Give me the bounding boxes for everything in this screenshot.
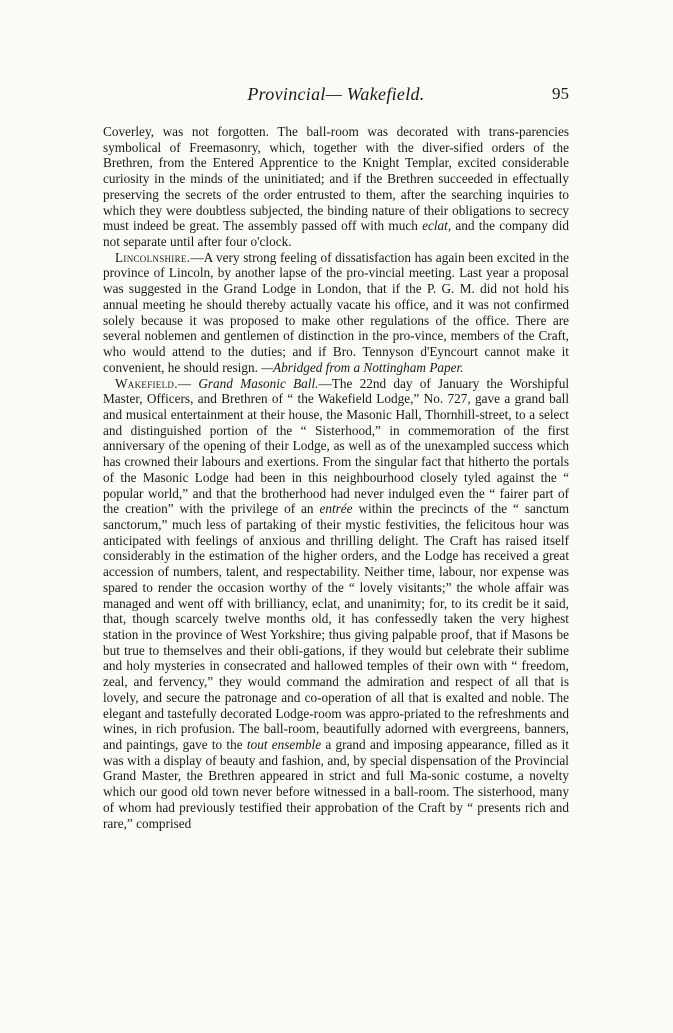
source-attribution: —Abridged from a Nottingham Paper. — [261, 359, 464, 375]
section-heading-lincolnshire: Lincolnshire. — [115, 249, 191, 265]
section-heading-wakefield: Wakefield. — [115, 375, 178, 391]
paragraph-coverley — [103, 124, 569, 250]
text-run: —A very strong feeling of dissatisfaction has again been excited in the province of Lincoln, by another lapse of the pro-vincial meeting. Last year a proposal was suggested in the Grand Lodge in London, that if the P. G. M. did not hold his annual meeting he should thereby actually vacate his office, and it was not confirmed solely because it was proposed to make other regulations of the office. There are several noblemen and gentlemen of distinction in the pro-vince, members of the Craft, who would attend to the duties; and if Bro. Tennyson d'Eyncourt cannot make it convenient, he should resign. — [103, 249, 569, 375]
italic-run: entrée — [319, 501, 353, 517]
page-number: 95 — [552, 84, 569, 103]
text-run: —The 22nd day of January the Worshipful Master, Officers, and Brethren of “ the Wakefield Lodge,” No. 727, gave a grand ball and musical entertainment at their house, the Masonic Hall, Thornhill-street, to a select and distinguished portion of the “ Sisterhood,” in commemoration of the first anniversary of the opening of their Lodge, as well as of the unexampled success which has crowned their labours and exertions. From the singular fact that hitherto the portals of the Masonic Lodge had been in this neighbourhood closely tyled against the “ popular world,” and that the brotherhood had never indulged even the “ fairer part of the creation” with the privilege of an — [103, 375, 570, 517]
page-header — [103, 84, 569, 114]
text-run: a grand and imposing appearance, filled as it was with a display of beauty and fashion, and, by special dispensation of the Provincial Grand Master, the Brethren appeared in strict and full Ma-sonic costume, a novelty which our good old town never before witnessed in a ball-room. The sisterhood, many of whom had previously testified their approbation of the Craft by “ presents rich and rare,” comprised — [103, 737, 569, 831]
italic-run: eclat, — [422, 218, 452, 234]
running-title: Provincial— Wakefield. — [247, 84, 425, 104]
book-page — [103, 84, 569, 831]
text-run: and the company did not separate until after four o'clock. — [103, 218, 569, 250]
italic-run: tout ensemble — [246, 737, 322, 753]
text-run: — — [177, 375, 199, 391]
paragraph-lincolnshire — [103, 250, 569, 376]
text-run: Coverley, was not forgotten. The ball-room was decorated with trans-parencies symbolical of Freemasonry, which, together with the diver-sified orders of the Brethren, from the Entered Apprentice to the Knight Templar, excited considerable curiosity in the minds of the uninitiated; and if the Brethren succeeded in effectually preserving the secrets of the order entrusted to them, after the searching inquiries to which they were doubtless subjected, the binding nature of their obligations to secrecy must indeed be great. The assembly passed off with much — [103, 124, 569, 234]
subheading-grand-masonic-ball: Grand Masonic Ball. — [198, 375, 319, 391]
paragraph-wakefield — [103, 376, 569, 832]
text-run: within the precincts of the “ sanctum sanctorum,” much less of partaking of their mystic festivities, the felicitous hour was anticipated with feelings of anxious and thrilling delight. The Craft has raised itself considerably in the estimation of the higher orders, and the Lodge has received a great accession of numbers, talent, and respectability. Neither time, labour, nor expense was spared to render the occasion worthy of the “ lovely visitants;” the whole affair was managed and went off with brilliancy, eclat, and unanimity; for, to its credit be it said, that, though scarcely twelve months old, it has confessedly taken the very highest station in the province of West Yorkshire; thus giving palpable proof, that if Masons be but true to themselves and their obli-gations, if they would but celebrate their sublime and holy mysteries in consecrated and hallowed temples of their own with “ freedom, zeal, and fervency,” they would command the admiration and respect of all that is lovely, and secure the patronage and co-operation of all that is exalted and noble. The elegant and tastefully decorated Lodge-room was appro-priated to the refreshments and wines, in rich profusion. The ball-room, beautifully adorned with evergreens, banners, and paintings, gave to the — [103, 501, 569, 753]
body-text — [103, 124, 569, 831]
